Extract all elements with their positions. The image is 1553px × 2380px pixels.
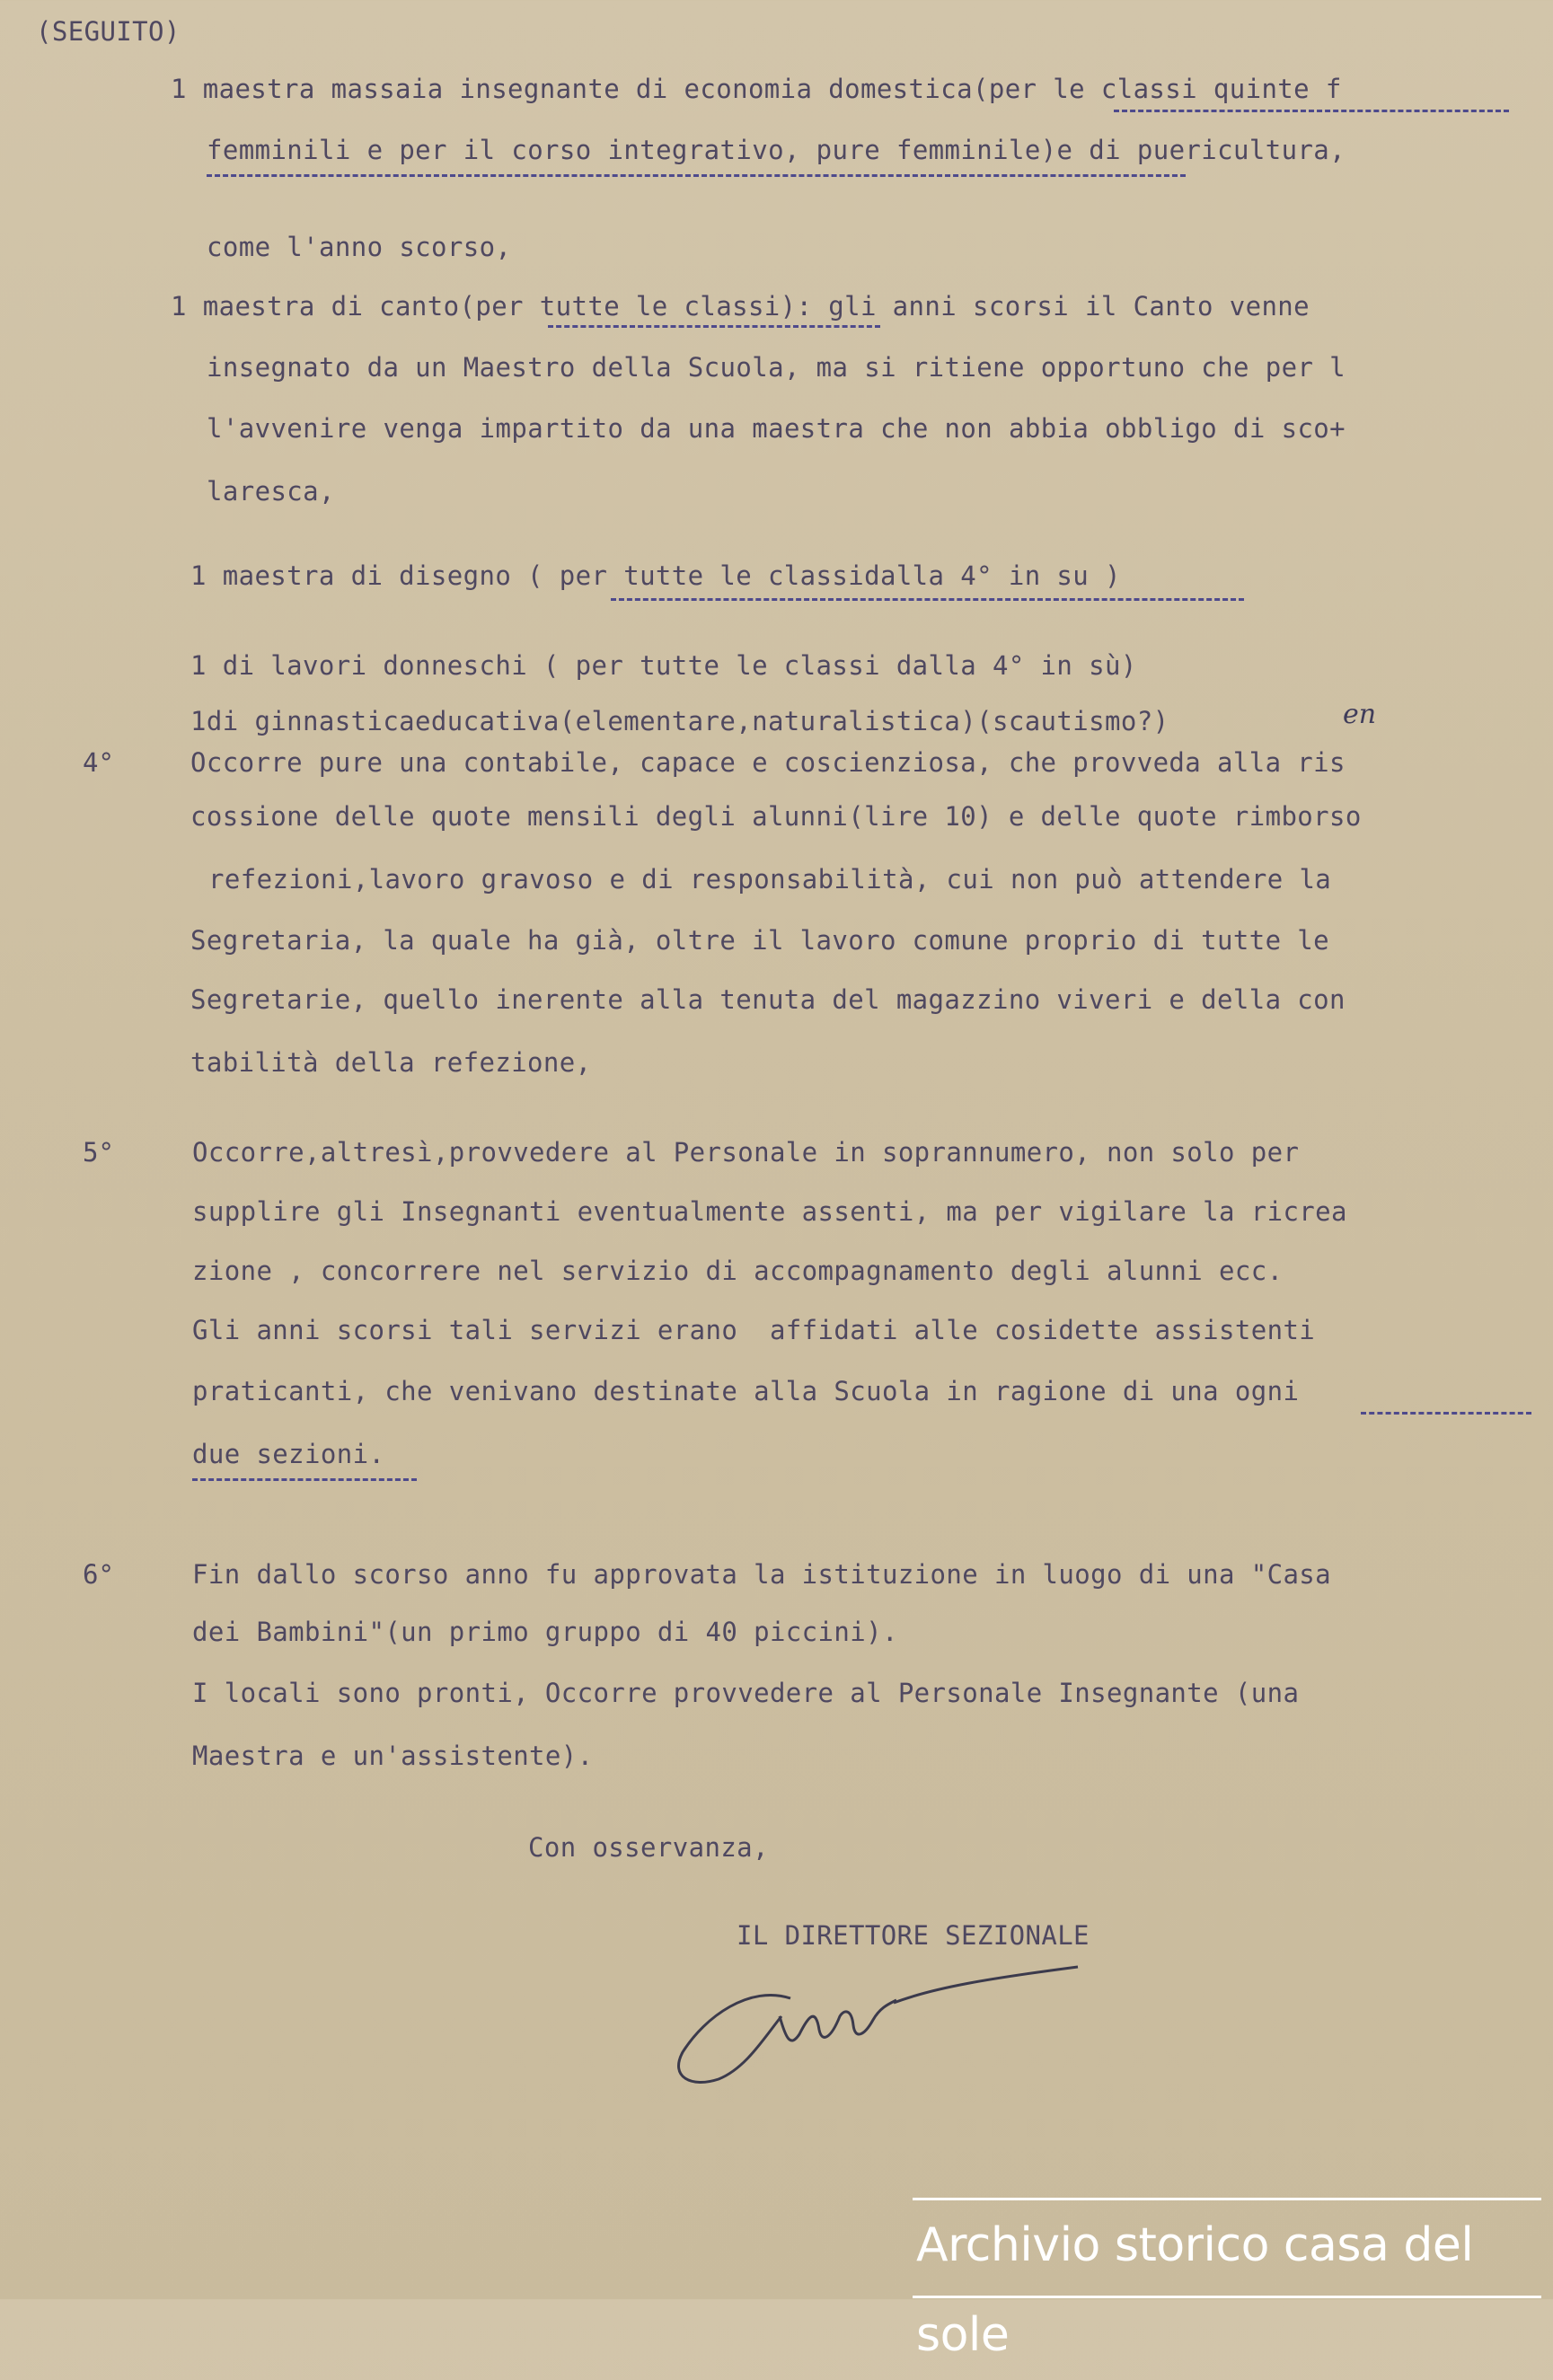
item-lavori-line: 1 di lavori donneschi ( per tutte le classi dalla 4° in sù) — [190, 650, 1137, 681]
archive-watermark: Archivio storico casa del sole — [913, 2198, 1541, 2298]
section-5-line-2: supplire gli Insegnanti eventualmente assenti, ma per vigilare la ricrea — [192, 1196, 1347, 1227]
section-5-line-1: Occorre,altresì,provvedere al Personale in soprannumero, non solo per — [192, 1137, 1300, 1168]
section-5-line-3: zione , concorrere nel servizio di accompagnamento degli alunni ecc. — [192, 1256, 1284, 1286]
section-5-line-6: due sezioni. — [192, 1439, 385, 1469]
continuation-header: (SEGUITO) — [36, 16, 181, 47]
underline — [1114, 110, 1509, 112]
underline — [548, 325, 880, 328]
item-disegno-line: 1 maestra di disegno ( per tutte le classidalla 4° in su ) — [190, 560, 1121, 591]
handwritten-note: en — [1343, 699, 1377, 730]
section-5-line-5: praticanti, che venivano destinate alla Scuola in ragione di una ogni — [192, 1376, 1300, 1406]
item-canto-line-3: l'avvenire venga impartito da una maestra che non abbia obbligo di sco+ — [207, 413, 1346, 444]
section-4-line-4: Segretaria, la quale ha già, oltre il lavoro comune proprio di tutte le — [190, 925, 1330, 956]
underline — [611, 598, 1244, 601]
item-massaia-line-3: come l'anno scorso, — [207, 232, 512, 262]
signature — [665, 1953, 1096, 2106]
section-4-line-1: Occorre pure una contabile, capace e coscienziosa, che provveda alla ris — [190, 747, 1346, 778]
section-6-number: 6° — [83, 1559, 114, 1590]
section-4-number: 4° — [83, 747, 114, 778]
item-massaia-line-2: femminili e per il corso integrativo, pure femminile)e di puericultura, — [207, 135, 1346, 165]
section-6-line-1: Fin dallo scorso anno fu approvata la istituzione in luogo di una "Casa — [192, 1559, 1332, 1590]
closing-salutation: Con osservanza, — [528, 1832, 769, 1863]
section-4-line-3: refezioni,lavoro gravoso e di responsabilità, cui non può attendere la — [208, 864, 1332, 895]
item-canto-line-4: laresca, — [207, 476, 335, 507]
section-6-line-3: I locali sono pronti, Occorre provvedere al Personale Insegnante (una — [192, 1678, 1300, 1708]
item-canto-line-1: 1 maestra di canto(per tutte le classi): gli anni scorsi il Canto venne — [171, 291, 1310, 322]
section-5-line-4: Gli anni scorsi tali servizi erano affidati alle cosidette assistenti — [192, 1315, 1316, 1345]
underline — [1361, 1412, 1531, 1415]
item-massaia-line-1: 1 maestra massaia insegnante di economia domestica(per le classi quinte f — [171, 74, 1342, 104]
underline — [192, 1478, 417, 1481]
section-5-number: 5° — [83, 1137, 114, 1168]
section-4-line-5: Segretarie, quello inerente alla tenuta del magazzino viveri e della con — [190, 984, 1346, 1015]
section-6-line-2: dei Bambini"(un primo gruppo di 40 piccini). — [192, 1617, 898, 1647]
item-ginnastica-line: 1di ginnasticaeducativa(elementare,naturalistica)(scautismo?) — [190, 706, 1186, 736]
section-4-line-6: tabilità della refezione, — [190, 1047, 592, 1078]
item-canto-line-2: insegnato da un Maestro della Scuola, ma si ritiene opportuno che per l — [207, 352, 1346, 383]
underline — [207, 174, 1186, 177]
signatory-title: IL DIRETTORE SEZIONALE — [737, 1920, 1090, 1951]
section-6-line-4: Maestra e un'assistente). — [192, 1741, 594, 1771]
section-4-line-2: cossione delle quote mensili degli alunni(lire 10) e delle quote rimborso — [190, 801, 1362, 832]
